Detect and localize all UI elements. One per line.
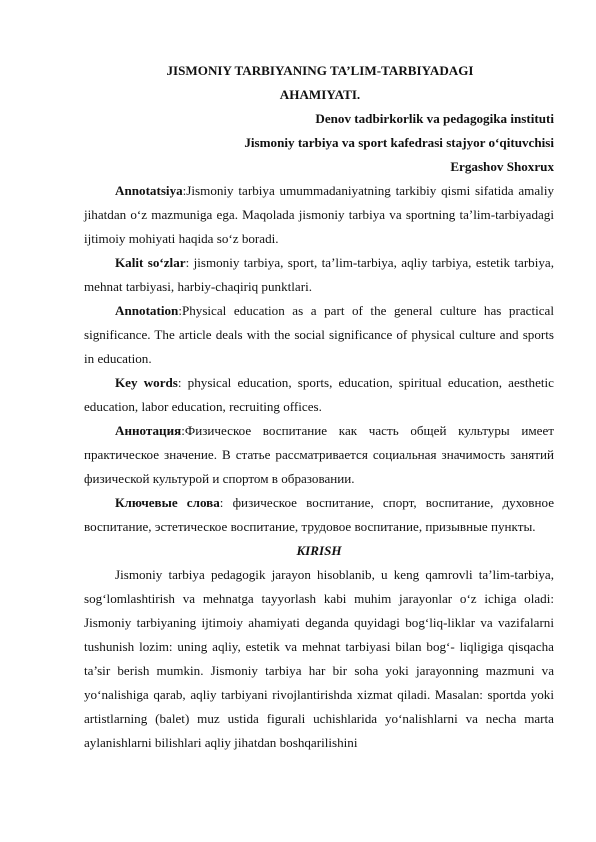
keywords-en-text: : physical education, sports, education, spiritual education, aesthetic education, labor education, recruiting offices. — [84, 375, 554, 414]
abstract-en-label: Annotation — [115, 303, 179, 318]
keywords-uz-label: Kalit so‘zlar — [115, 255, 186, 270]
keywords-uz — [84, 251, 554, 299]
abstract-en-text: :Physical education as a part of the general culture has practical significance. The article deals with the social significance of physical culture and sports in education. — [84, 303, 554, 366]
author-position: Jismoniy tarbiya va sport kafedrasi stajyor o‘qituvchisi — [244, 135, 554, 150]
abstract-ru-text: :Физическое воспитание как часть общей культуры имеет практическое значение. В статье рассматривается социальная значимость занятий физической культурой и спортом в образовании. — [84, 423, 554, 486]
keywords-ru — [84, 491, 554, 539]
keywords-en-label: Key words — [115, 375, 178, 390]
author-institution: Denov tadbirkorlik va pedagogika instituti — [315, 111, 554, 126]
abstract-uz-label: Annotatsiya — [115, 183, 183, 198]
abstract-ru — [84, 419, 554, 491]
intro-paragraph: Jismoniy tarbiya pedagogik jarayon hisoblanib, u keng qamrovli ta’lim-tarbiya, sog‘lomlashtirish va mehnatga tayyorlash kabi muhim jarayonlar o‘z ichiga oladi: Jismoniy tarbiyaning ijtimoiy ahamiyati deganda quyidagi bog‘liq-liklar va vazifalarni tushunish lozim: uning aqliy, estetik va mehnat tarbiyasi bilan bog‘- liqligiga qisqacha ta’sir berish mumkin. Jismoniy tarbiya har bir soha yoki jarayonning mazmuni va yo‘nalishiga qarab, aqliy tarbiyani rivojlantirishda xizmat qiladi. Masalan: sportda yoki artistlarning (balet) muz ustida figurali uchishlarida yo‘nalishlarni va necha marta aylanishlarni bilishlari aqliy jihatdan boshqarilishini — [84, 567, 554, 750]
title-line-2: AHAMIYATI. — [279, 87, 361, 102]
keywords-uz-text: : jismoniy tarbiya, sport, ta’lim-tarbiya, aqliy tarbiya, estetik tarbiya, mehnat tarbiyasi, harbiy-chaqiriq punktlari. — [84, 255, 554, 294]
abstract-ru-label: Аннотация — [115, 423, 182, 438]
keywords-ru-label: Ключевые слова — [115, 495, 220, 510]
author-name: Ergashov Shoxrux — [450, 159, 554, 174]
abstract-uz-text: :Jismoniy tarbiya umummadaniyatning tarkibiy qismi sifatida amaliy jihatdan o‘z mazmuniga ega. Maqolada jismoniy tarbiya va sportning ta’lim-tarbiyadagi ijtimoiy mohiyati haqida so‘z boradi. — [84, 183, 554, 246]
title-line-1: JISMONIY TARBIYANING TA’LIM-TARBIYADAGI — [166, 63, 474, 78]
keywords-en — [84, 371, 554, 419]
keywords-ru-text: : физическое воспитание, спорт, воспитание, духовное воспитание, эстетическое воспитание, трудовое воспитание, призывные пункты. — [84, 495, 555, 534]
abstract-en — [84, 299, 554, 371]
abstract-uz — [84, 179, 554, 251]
intro-heading: KIRISH — [296, 543, 342, 558]
